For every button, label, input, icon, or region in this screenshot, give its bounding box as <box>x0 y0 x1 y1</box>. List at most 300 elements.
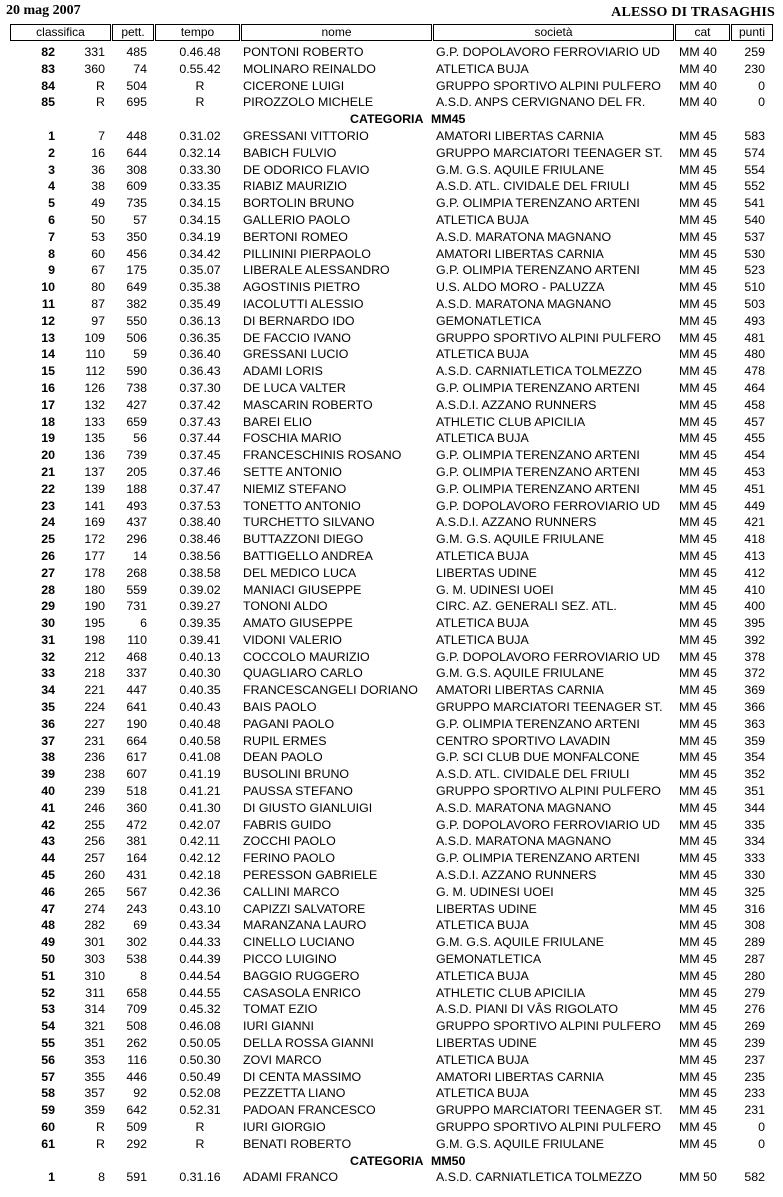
club-cell: AMATORI LIBERTAS CARNIA <box>436 1069 604 1084</box>
bib-cell: 337 <box>126 666 147 681</box>
category-cell: MM 45 <box>679 901 717 916</box>
time-cell: 0.32.14 <box>179 145 221 160</box>
athlete-name-cell: PADOAN FRANCESCO <box>243 1103 376 1118</box>
athlete-name-cell: PONTONI ROBERTO <box>243 45 364 59</box>
club-cell: A.S.D. CARNIATLETICA TOLMEZZO <box>436 1170 642 1185</box>
category-cell: MM 45 <box>679 179 717 194</box>
athlete-name-cell: ADAMI LORIS <box>243 364 323 379</box>
category-cell: MM 45 <box>679 212 717 227</box>
club-cell: CIRC. AZ. GENERALI SEZ. ATL. <box>436 599 617 614</box>
overall-position-cell: 172 <box>84 532 105 547</box>
table-row <box>0 531 783 548</box>
category-cell: MM 45 <box>679 162 717 177</box>
club-cell: ATLETICA BUJA <box>436 347 529 362</box>
bib-cell: 296 <box>126 532 147 547</box>
club-cell: GRUPPO SPORTIVO ALPINI PULFERO <box>436 784 661 799</box>
points-cell: 554 <box>744 162 765 177</box>
bib-cell: 446 <box>126 1069 147 1084</box>
club-cell: ATLETICA BUJA <box>436 632 529 647</box>
rank-cell: 42 <box>41 817 55 832</box>
rank-cell: 9 <box>48 263 55 278</box>
bib-cell: 74 <box>133 61 147 76</box>
athlete-name-cell: RUPIL ERMES <box>243 733 327 748</box>
points-cell: 308 <box>744 918 765 933</box>
category-cell: MM 45 <box>679 364 717 379</box>
club-cell: G.P. OLIMPIA TERENZANO ARTENI <box>436 448 640 463</box>
time-cell: 0.41.08 <box>179 750 221 765</box>
overall-position-cell: 8 <box>98 1170 105 1185</box>
table-row <box>0 548 783 565</box>
time-cell: 0.37.47 <box>179 481 221 496</box>
category-cell: MM 45 <box>679 498 717 513</box>
overall-position-cell: 314 <box>84 1002 105 1017</box>
table-row <box>0 632 783 649</box>
overall-position-cell: 136 <box>84 448 105 463</box>
overall-position-cell: 311 <box>85 985 105 1000</box>
athlete-name-cell: IURI GIORGIO <box>243 1120 326 1134</box>
points-cell: 0 <box>758 95 765 110</box>
overall-position-cell: 109 <box>84 330 105 345</box>
bib-cell: 695 <box>126 95 147 110</box>
table-row <box>0 1085 783 1102</box>
table-row <box>0 665 783 682</box>
club-cell: ATLETICA BUJA <box>436 1086 529 1101</box>
athlete-name-cell: CINELLO LUCIANO <box>243 935 355 950</box>
overall-position-cell: 180 <box>84 582 105 597</box>
overall-position-cell: 236 <box>84 750 105 765</box>
club-cell: GEMONATLETICA <box>436 952 542 967</box>
bib-cell: 493 <box>126 498 147 513</box>
overall-position-cell: 53 <box>91 229 105 244</box>
overall-position-cell: 198 <box>84 632 105 647</box>
bib-cell: 164 <box>126 851 147 866</box>
points-cell: 457 <box>744 414 765 429</box>
table-row <box>0 682 783 699</box>
bib-cell: 538 <box>126 952 147 967</box>
overall-position-cell: 132 <box>84 397 105 412</box>
points-cell: 235 <box>744 1069 765 1084</box>
athlete-name-cell: DELLA ROSSA GIANNI <box>243 1036 374 1051</box>
club-cell: A.S.D. ATL. CIVIDALE DEL FRIULI <box>436 179 630 194</box>
athlete-name-cell: CASASOLA ENRICO <box>243 985 361 1000</box>
bib-cell: 427 <box>126 397 147 412</box>
rank-cell: 25 <box>41 532 55 547</box>
bib-cell: 268 <box>126 565 147 580</box>
club-cell: ATLETICA BUJA <box>436 548 529 563</box>
athlete-name-cell: FRANCESCHINIS ROSANO <box>243 448 402 463</box>
page-header <box>0 0 783 20</box>
rank-cell: 6 <box>48 212 55 227</box>
category-cell: MM 45 <box>679 1086 717 1101</box>
club-cell: G.P. OLIMPIA TERENZANO ARTENI <box>436 380 640 395</box>
overall-position-cell: 80 <box>91 280 105 295</box>
bib-cell: 659 <box>126 414 147 429</box>
time-cell: 0.42.07 <box>179 817 221 832</box>
bib-cell: 116 <box>127 1052 147 1067</box>
bib-cell: 190 <box>126 716 147 731</box>
bib-cell: 448 <box>126 128 147 143</box>
bib-cell: 205 <box>126 464 147 479</box>
category-label: CATEGORIA <box>350 112 424 127</box>
rank-cell: 60 <box>41 1120 55 1134</box>
table-row <box>0 430 783 447</box>
bib-cell: 92 <box>133 1086 147 1101</box>
athlete-name-cell: SETTE ANTONIO <box>243 464 342 479</box>
time-cell: 0.42.18 <box>179 868 221 883</box>
points-cell: 239 <box>744 1036 765 1051</box>
time-cell: 0.40.43 <box>179 700 221 715</box>
overall-position-cell: 135 <box>84 431 105 446</box>
athlete-name-cell: GALLERIO PAOLO <box>243 212 351 227</box>
overall-position-cell: 310 <box>84 968 105 983</box>
rank-cell: 45 <box>41 868 55 883</box>
club-cell: ATLETICA BUJA <box>436 212 529 227</box>
table-row <box>0 565 783 582</box>
club-cell: G.P. DOPOLAVORO FERROVIARIO UD <box>436 649 660 664</box>
time-cell: 0.37.46 <box>179 464 221 479</box>
rank-cell: 10 <box>41 280 55 295</box>
table-row <box>0 1018 783 1035</box>
rank-cell: 16 <box>41 380 55 395</box>
time-cell: 0.37.53 <box>179 498 221 513</box>
points-cell: 413 <box>744 548 765 563</box>
points-cell: 480 <box>744 347 765 362</box>
rank-cell: 49 <box>41 935 55 950</box>
table-row <box>0 598 783 615</box>
category-cell: MM 45 <box>679 313 717 328</box>
club-cell: CENTRO SPORTIVO LAVADIN <box>436 733 611 748</box>
rank-cell: 53 <box>41 1002 55 1017</box>
rank-cell: 29 <box>41 599 55 614</box>
club-cell: GRUPPO MARCIATORI TEENAGER ST. <box>436 145 663 160</box>
rank-cell: 51 <box>41 968 55 983</box>
time-cell: 0.50.49 <box>179 1069 221 1084</box>
bib-cell: 381 <box>126 834 147 849</box>
time-cell: 0.44.39 <box>179 952 221 967</box>
athlete-name-cell: PAUSSA STEFANO <box>243 784 353 799</box>
club-cell: GRUPPO SPORTIVO ALPINI PULFERO <box>436 78 661 93</box>
rank-cell: 1 <box>48 128 55 143</box>
time-cell: 0.38.56 <box>179 548 221 563</box>
time-cell: 0.37.30 <box>179 380 221 395</box>
rank-cell: 30 <box>41 616 55 631</box>
overall-position-cell: 224 <box>84 700 105 715</box>
overall-position-cell: 331 <box>84 45 105 59</box>
rank-cell: 12 <box>41 313 55 328</box>
club-cell: A.S.D. ATL. CIVIDALE DEL FRIULI <box>436 767 630 782</box>
points-cell: 359 <box>744 733 765 748</box>
points-cell: 351 <box>744 784 765 799</box>
overall-position-cell: R <box>96 1120 105 1134</box>
table-row <box>0 733 783 750</box>
athlete-name-cell: IACOLUTTI ALESSIO <box>243 296 364 311</box>
table-row <box>0 145 783 162</box>
table-row <box>0 1102 783 1119</box>
rank-cell: 58 <box>41 1086 55 1101</box>
points-cell: 552 <box>744 179 765 194</box>
time-cell: 0.38.40 <box>179 515 221 530</box>
rank-cell: 43 <box>41 834 55 849</box>
points-cell: 231 <box>744 1103 765 1118</box>
points-cell: 259 <box>744 45 765 59</box>
points-cell: 493 <box>744 313 765 328</box>
time-cell: 0.39.35 <box>179 616 221 631</box>
athlete-name-cell: QUAGLIARO CARLO <box>243 666 363 681</box>
club-cell: ATHLETIC CLUB APICILIA <box>436 985 586 1000</box>
table-row <box>0 447 783 464</box>
column-nome: nome <box>241 24 432 41</box>
bib-cell: 69 <box>133 918 147 933</box>
overall-position-cell: 218 <box>84 666 105 681</box>
table-row <box>0 951 783 968</box>
club-cell: GRUPPO MARCIATORI TEENAGER ST. <box>436 700 663 715</box>
rank-cell: 84 <box>41 78 55 93</box>
points-cell: 316 <box>744 901 765 916</box>
points-cell: 453 <box>744 464 765 479</box>
overall-position-cell: 139 <box>84 481 105 496</box>
club-cell: LIBERTAS UDINE <box>436 901 537 916</box>
overall-position-cell: 7 <box>98 128 105 143</box>
table-row <box>0 464 783 481</box>
time-cell: 0.43.34 <box>179 918 221 933</box>
time-cell: 0.35.07 <box>179 263 221 278</box>
bib-cell: 188 <box>126 481 147 496</box>
points-cell: 458 <box>744 397 765 412</box>
overall-position-cell: 239 <box>84 784 105 799</box>
category-cell: MM 45 <box>679 800 717 815</box>
rank-cell: 15 <box>41 364 55 379</box>
rank-cell: 82 <box>41 45 55 59</box>
club-cell: G.M. G.S. AQUILE FRIULANE <box>436 666 604 681</box>
points-cell: 352 <box>744 767 765 782</box>
rank-cell: 38 <box>41 750 55 765</box>
time-cell: 0.44.33 <box>179 935 221 950</box>
table-row <box>0 296 783 313</box>
time-cell: 0.42.12 <box>179 851 221 866</box>
overall-position-cell: 246 <box>84 800 105 815</box>
overall-position-cell: 169 <box>84 515 105 530</box>
athlete-name-cell: TURCHETTO SILVANO <box>243 515 375 530</box>
bib-cell: 485 <box>126 45 147 59</box>
athlete-name-cell: BUTTAZZONI DIEGO <box>243 532 364 547</box>
time-cell: 0.33.30 <box>179 162 221 177</box>
table-row <box>0 766 783 783</box>
overall-position-cell: 137 <box>84 464 105 479</box>
category-cell: MM 45 <box>679 414 717 429</box>
category-header <box>0 1153 783 1170</box>
club-cell: LIBERTAS UDINE <box>436 1036 537 1051</box>
club-cell: G. M. UDINESI UOEI <box>436 884 554 899</box>
club-cell: G. M. UDINESI UOEI <box>436 582 554 597</box>
time-cell: 0.40.58 <box>179 733 221 748</box>
table-row <box>0 917 783 934</box>
category-cell: MM 50 <box>679 1170 717 1185</box>
points-cell: 421 <box>744 515 765 530</box>
club-cell: G.P. OLIMPIA TERENZANO ARTENI <box>436 481 640 496</box>
time-cell: 0.40.48 <box>179 716 221 731</box>
athlete-name-cell: FERINO PAOLO <box>243 851 336 866</box>
bib-cell: 658 <box>126 985 147 1000</box>
category-cell: MM 45 <box>679 448 717 463</box>
overall-position-cell: 238 <box>84 767 105 782</box>
club-cell: A.S.D.I. AZZANO RUNNERS <box>436 868 597 883</box>
time-cell: 0.37.44 <box>179 431 221 446</box>
club-cell: G.P. DOPOLAVORO FERROVIARIO UD <box>436 498 660 513</box>
overall-position-cell: 126 <box>84 380 105 395</box>
rank-cell: 26 <box>41 548 55 563</box>
table-row <box>0 867 783 884</box>
overall-position-cell: 97 <box>91 313 105 328</box>
time-cell: 0.40.13 <box>179 649 221 664</box>
points-cell: 354 <box>744 750 765 765</box>
time-cell: 0.34.15 <box>179 212 221 227</box>
athlete-name-cell: PILLININI PIERPAOLO <box>243 246 371 261</box>
category-name: MM45 <box>431 112 466 127</box>
points-cell: 583 <box>744 128 765 143</box>
athlete-name-cell: MOLINARO REINALDO <box>243 61 376 76</box>
category-cell: MM 45 <box>679 1120 717 1134</box>
rank-cell: 37 <box>41 733 55 748</box>
bib-cell: 607 <box>126 767 147 782</box>
category-cell: MM 45 <box>679 1002 717 1017</box>
time-cell: 0.36.40 <box>179 347 221 362</box>
category-cell: MM 45 <box>679 834 717 849</box>
athlete-name-cell: TONONI ALDO <box>243 599 328 614</box>
category-cell: MM 45 <box>679 481 717 496</box>
table-row <box>0 414 783 431</box>
athlete-name-cell: NIEMIZ STEFANO <box>243 481 347 496</box>
bib-cell: 590 <box>126 364 147 379</box>
table-row <box>0 162 783 179</box>
time-cell: 0.52.31 <box>179 1103 221 1118</box>
bib-cell: 506 <box>126 330 147 345</box>
bib-cell: 110 <box>127 632 147 647</box>
category-cell: MM 40 <box>679 61 717 76</box>
category-cell: MM 45 <box>679 1019 717 1034</box>
table-row <box>0 716 783 733</box>
club-cell: G.P. DOPOLAVORO FERROVIARIO UD <box>436 45 660 59</box>
overall-position-cell: 49 <box>91 196 105 211</box>
rank-cell: 57 <box>41 1069 55 1084</box>
table-row <box>0 195 783 212</box>
overall-position-cell: R <box>96 78 105 93</box>
results-table <box>0 44 783 1186</box>
points-cell: 330 <box>744 868 765 883</box>
points-cell: 280 <box>744 968 765 983</box>
bib-cell: 591 <box>126 1170 147 1185</box>
athlete-name-cell: BAIS PAOLO <box>243 700 317 715</box>
table-row <box>0 229 783 246</box>
overall-position-cell: 265 <box>84 884 105 899</box>
bib-cell: 456 <box>126 246 147 261</box>
table-row <box>0 1136 783 1153</box>
time-cell: 0.35.38 <box>179 280 221 295</box>
club-cell: AMATORI LIBERTAS CARNIA <box>436 683 604 698</box>
category-cell: MM 45 <box>679 246 717 261</box>
column-tempo: tempo <box>155 24 240 41</box>
bib-cell: 504 <box>126 78 147 93</box>
time-cell: 0.38.46 <box>179 532 221 547</box>
time-cell: 0.39.27 <box>179 599 221 614</box>
table-row <box>0 1169 783 1186</box>
table-row <box>0 1119 783 1136</box>
table-row <box>0 749 783 766</box>
athlete-name-cell: PAGANI PAOLO <box>243 716 335 731</box>
rank-cell: 31 <box>41 632 55 647</box>
overall-position-cell: 231 <box>84 733 105 748</box>
overall-position-cell: 274 <box>84 901 105 916</box>
time-cell: 0.40.35 <box>179 683 221 698</box>
points-cell: 540 <box>744 212 765 227</box>
athlete-name-cell: ADAMI FRANCO <box>243 1170 338 1185</box>
rank-cell: 23 <box>41 498 55 513</box>
points-cell: 366 <box>744 700 765 715</box>
time-cell: 0.36.13 <box>179 313 221 328</box>
points-cell: 510 <box>744 280 765 295</box>
club-cell: A.S.D. MARATONA MAGNANO <box>436 229 612 244</box>
table-row <box>0 313 783 330</box>
table-row <box>0 1069 783 1086</box>
table-row <box>0 1001 783 1018</box>
rank-cell: 21 <box>41 464 55 479</box>
bib-cell: 243 <box>126 901 147 916</box>
overall-position-cell: 177 <box>84 548 105 563</box>
category-cell: MM 45 <box>679 145 717 160</box>
time-cell: R <box>195 1136 205 1151</box>
bib-cell: 518 <box>126 784 147 799</box>
overall-position-cell: 212 <box>84 649 105 664</box>
athlete-name-cell: LIBERALE ALESSANDRO <box>243 263 390 278</box>
bib-cell: 14 <box>133 548 147 563</box>
category-cell: MM 45 <box>679 683 717 698</box>
time-cell: 0.37.45 <box>179 448 221 463</box>
table-row <box>0 94 783 111</box>
bib-cell: 56 <box>133 431 147 446</box>
points-cell: 478 <box>744 364 765 379</box>
rank-cell: 59 <box>41 1103 55 1118</box>
category-cell: MM 45 <box>679 767 717 782</box>
time-cell: 0.34.15 <box>179 196 221 211</box>
athlete-name-cell: TOMAT EZIO <box>243 1002 318 1017</box>
athlete-name-cell: GRESSANI LUCIO <box>243 347 349 362</box>
rank-cell: 3 <box>48 162 55 177</box>
rank-cell: 33 <box>41 666 55 681</box>
rank-cell: 47 <box>41 901 55 916</box>
club-cell: GRUPPO SPORTIVO ALPINI PULFERO <box>436 1019 661 1034</box>
table-row <box>0 850 783 867</box>
overall-position-cell: 67 <box>91 263 105 278</box>
table-row <box>0 279 783 296</box>
rank-cell: 52 <box>41 985 55 1000</box>
category-cell: MM 40 <box>679 95 717 110</box>
club-cell: ATLETICA BUJA <box>436 1052 529 1067</box>
table-row <box>0 262 783 279</box>
athlete-name-cell: BATTIGELLO ANDREA <box>243 548 373 563</box>
athlete-name-cell: CAPIZZI SALVATORE <box>243 901 366 916</box>
table-row <box>0 78 783 95</box>
bib-cell: 472 <box>126 817 147 832</box>
overall-position-cell: 303 <box>84 952 105 967</box>
time-cell: 0.37.42 <box>179 397 221 412</box>
time-cell: R <box>195 78 205 93</box>
rank-cell: 14 <box>41 347 55 362</box>
points-cell: 449 <box>744 498 765 513</box>
table-row <box>0 246 783 263</box>
category-cell: MM 45 <box>679 666 717 681</box>
category-cell: MM 45 <box>679 1036 717 1051</box>
bib-cell: 437 <box>126 515 147 530</box>
bib-cell: 644 <box>126 145 147 160</box>
